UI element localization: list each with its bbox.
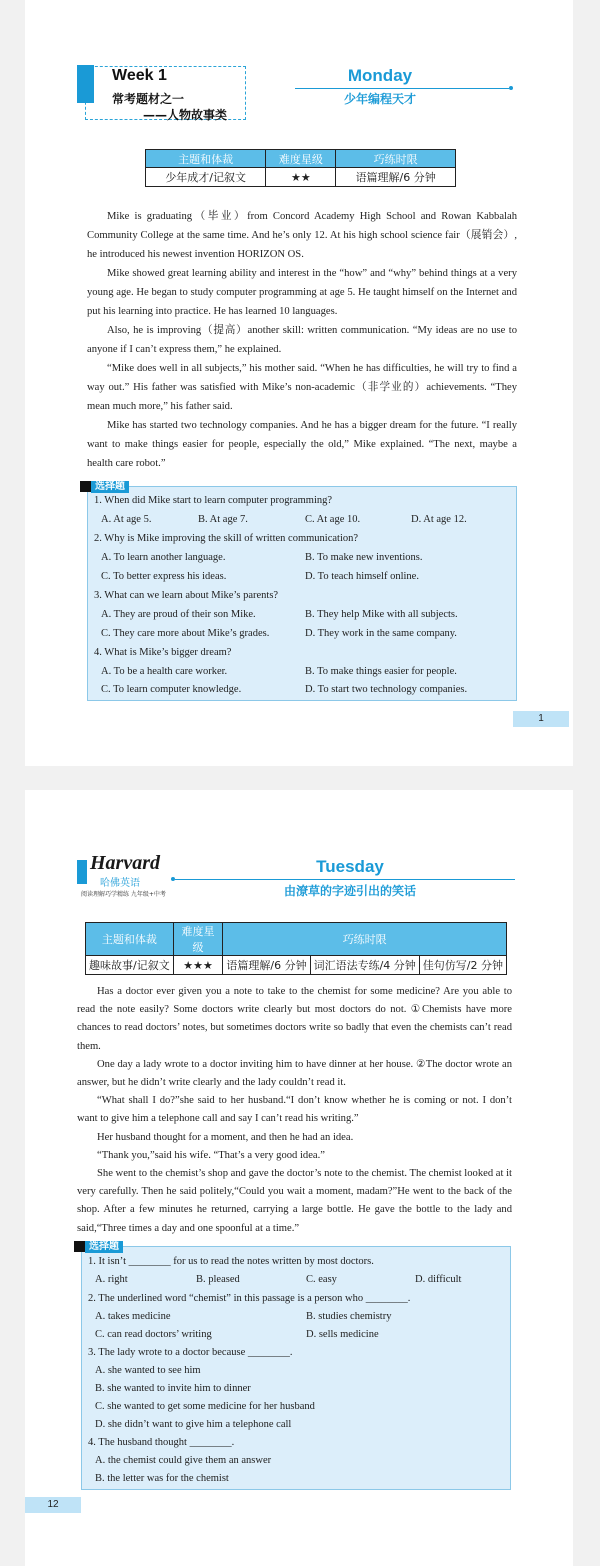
paragraph: “Thank you,”said his wife. “That’s a very good idea.”: [97, 1149, 325, 1161]
page-1: [25, 0, 573, 766]
topic-title: 常考题材之一: [112, 92, 185, 106]
option: A. the chemist could give them an answer: [95, 1455, 272, 1466]
option: C. At age 10.: [305, 514, 361, 525]
option: A. To be a health care worker.: [101, 666, 228, 677]
paragraph: “What shall I do?”she said to her husband.“I don’t know whether he is coming or not. I don’t want to give him a telephone call and say I can’t read his writing.”: [77, 1095, 512, 1125]
option: B. To make new inventions.: [305, 552, 423, 563]
week-title: Week 1: [112, 67, 167, 84]
underline-dot: [171, 877, 175, 881]
table-header: 巧练时限: [336, 150, 456, 168]
question: 4. What is Mike’s bigger dream?: [94, 647, 232, 658]
table-header: 巧练时限: [223, 923, 507, 956]
option: A. At age 5.: [101, 514, 152, 525]
question: 3. The lady wrote to a doctor because ________.: [88, 1347, 293, 1358]
paragraph: Mike has started two technology companies. And he has a bigger dream for the future. “I really want to make things easier for people, especially the old,” Mike explained. “The next, maybe a health care robot.”: [87, 420, 517, 469]
question: 1. It isn’t ________ for us to read the notes written by most doctors.: [88, 1256, 374, 1267]
box-label: 选择题: [91, 481, 129, 493]
logo-accent-bar: [77, 860, 87, 884]
table-cell: 语篇理解/6 分钟: [336, 168, 456, 187]
passage: [87, 207, 517, 473]
paragraph: One day a lady wrote to a doctor inviting him to have dinner at her house. ②The doctor wrote an answer, but he didn’t write clearly and the lady couldn’t read it.: [77, 1058, 512, 1089]
box-tag: [80, 480, 129, 493]
option: B. she wanted to invite him to dinner: [95, 1383, 251, 1394]
table-header: 难度星级: [266, 150, 336, 168]
box-tag: [74, 1240, 123, 1253]
page-2: [25, 790, 573, 1566]
table-cell: 词汇语法专练/4 分钟: [310, 956, 419, 975]
option: C. easy: [306, 1274, 337, 1285]
question: 3. What can we learn about Mike’s parents?: [94, 590, 279, 601]
option: B. studies chemistry: [306, 1311, 392, 1322]
option: D. At age 12.: [411, 514, 467, 525]
day-underline: [295, 88, 509, 89]
table-header: 难度星级: [173, 923, 223, 956]
multiple-choice-box: [81, 1240, 511, 1490]
day-title: Monday: [347, 66, 413, 85]
option: B. pleased: [196, 1274, 240, 1285]
page-number: 1: [513, 711, 569, 727]
option: C. To better express his ideas.: [101, 571, 227, 582]
day-subtitle: 少年编程天才: [343, 92, 416, 106]
info-table: [145, 149, 456, 187]
day-subtitle: 由潦草的字迹引出的笑话: [283, 884, 416, 898]
info-table: [85, 922, 507, 975]
option: A. takes medicine: [95, 1311, 171, 1322]
passage: [77, 983, 512, 1238]
day-title: Tuesday: [316, 857, 384, 876]
question: 2. The underlined word “chemist” in this passage is a person who ________.: [88, 1293, 411, 1304]
option: A. They are proud of their son Mike.: [101, 609, 256, 620]
option: A. she wanted to see him: [95, 1365, 201, 1376]
table-header: 主题和体裁: [146, 150, 266, 168]
box-label: 选择题: [85, 1241, 123, 1253]
paragraph: Mike is graduating（毕业）from Concord Academy High School and Rowan Kabbalah Community College at the same time. And he’s only 12. At his high school science fair（展销会）, he introduced his newest invention HORIZON OS.: [87, 211, 517, 260]
paragraph: “Mike does well in all subjects,” his mother said. “When he has difficulties, he will try to find a way out.” His father was satisfied with Mike’s non-academic（非学业的）achievements. “They mean much more,” his father said.: [87, 363, 517, 412]
paragraph: Has a doctor ever given you a note to take to the chemist for some medicine? Are you able to read the note easily? Some doctors write clearly but most doctors do not. ①Chemists have more chances to read doctors’ notes, but sometimes doctors write so badly that even the chemists can’t read them.: [77, 986, 512, 1052]
option: C. she wanted to get some medicine for her husband: [95, 1401, 315, 1412]
option: D. To teach himself online.: [305, 571, 419, 582]
option: B. To make things easier for people.: [305, 666, 457, 677]
question: 2. Why is Mike improving the skill of written communication?: [94, 533, 359, 544]
page-number: 12: [25, 1497, 81, 1513]
option: D. she didn’t want to give him a telephone call: [95, 1419, 292, 1430]
table-cell: 语篇理解/6 分钟: [223, 956, 310, 975]
underline-dot: [509, 86, 513, 90]
option: C. To learn computer knowledge.: [101, 684, 242, 695]
option: D. sells medicine: [306, 1329, 379, 1340]
week-header: [85, 66, 246, 120]
table-cell: 趣味故事/记叙文: [86, 956, 174, 975]
paragraph: Her husband thought for a moment, and then he had an idea.: [97, 1131, 354, 1143]
option: B. They help Mike with all subjects.: [305, 609, 458, 620]
option: C. They care more about Mike’s grades.: [101, 628, 270, 639]
day-underline: [175, 879, 515, 880]
option: B. the letter was for the chemist: [95, 1473, 229, 1484]
header-accent-bar: [77, 65, 94, 103]
question: 1. When did Mike start to learn computer programming?: [94, 495, 333, 506]
option: A. right: [95, 1274, 128, 1285]
option: C. can read doctors’ writing: [95, 1329, 212, 1340]
option: D. To start two technology companies.: [305, 684, 468, 695]
harvard-logo: Harvard: [90, 852, 160, 874]
option: A. To learn another language.: [101, 552, 226, 563]
table-header: 主题和体裁: [86, 923, 174, 956]
table-cell: ★★: [266, 168, 336, 187]
question: 4. The husband thought ________.: [88, 1437, 235, 1448]
paragraph: Also, he is improving（提高）another skill: written communication. “My ideas are no use to anyone if I can’t express them,” he explained.: [87, 325, 517, 355]
option: B. At age 7.: [198, 514, 248, 525]
logo-chinese: 哈佛英语: [100, 878, 140, 889]
topic-subtitle: ——人物故事类: [143, 108, 228, 122]
paragraph: She went to the chemist’s shop and gave the doctor’s note to the chemist. The chemist looked at it very carefully. Then he said politely,“Could you wait a moment, madam?”He went to the back of the shop. After a few minutes he returned, carrying a large bottle. He gave the bottle to the lady and said,“Three times a day and one spoonful at a time.”: [77, 1168, 512, 1234]
table-cell: 佳句仿写/2 分钟: [419, 956, 506, 975]
logo-series: 阅读理解巧学精练 九年级+中考: [81, 891, 166, 898]
paragraph: Mike showed great learning ability and interest in the “how” and “why” behind things at a very young age. He began to study computer programming at age 5. He taught himself on the Internet and put his learning into practice. He has learned 10 languages.: [87, 268, 517, 317]
option: D. They work in the same company.: [305, 628, 457, 639]
option: D. difficult: [415, 1274, 462, 1285]
table-cell: ★★★: [173, 956, 223, 975]
multiple-choice-box: [87, 480, 517, 701]
table-cell: 少年成才/记叙文: [146, 168, 266, 187]
